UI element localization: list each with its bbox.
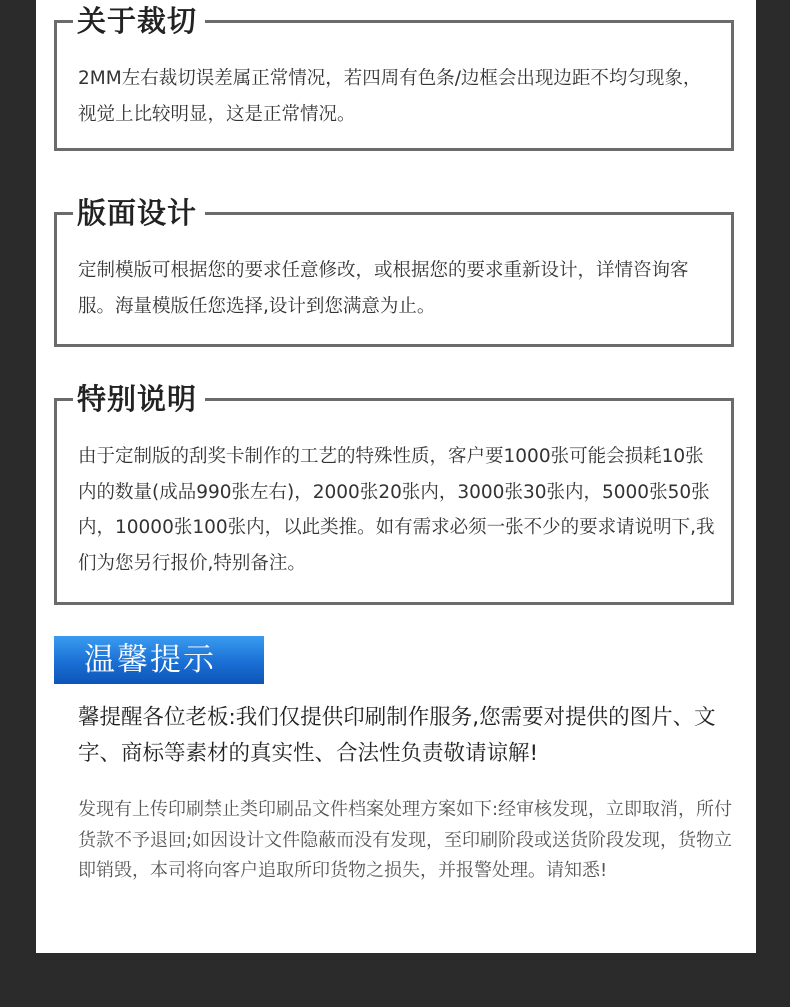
section-body: 2MM左右裁切误差属正常情况，若四周有色条/边框会出现边距不均匀现象，视觉上比较明显，这是正常情况。 xyxy=(78,68,702,125)
section-title: 版面设计 xyxy=(73,193,205,233)
section-cutting xyxy=(54,4,734,151)
notice-title-banner: 温馨提示 xyxy=(54,636,264,684)
section-body: 由于定制版的刮奖卡制作的工艺的特殊性质，客户要1000张可能会损耗10张内的数量(成品990张左右)，2000张20张内，3000张30张内，5000张50张内，10000张100张内，以此类推。如有需求必须一张不少的要求请说明下,我们为您另行报价,特别备注。 xyxy=(78,446,715,574)
page-content xyxy=(36,0,756,953)
section-body: 定制模版可根据您的要求任意修改，或根据您的要求重新设计，详情咨询客服。海量模版任您选择,设计到您满意为止。 xyxy=(78,260,689,317)
section-title: 特别说明 xyxy=(73,379,205,419)
section-special-notes xyxy=(54,382,734,605)
section-title: 关于裁切 xyxy=(73,1,205,41)
section-layout-design xyxy=(54,196,734,347)
notice-main-text: 馨提醒各位老板:我们仅提供印刷制作服务,您需要对提供的图片、文字、商标等素材的真实性、合法性负责敬请谅解! xyxy=(78,705,716,766)
notice-policy-text: 发现有上传印刷禁止类印刷品文件档案处理方案如下:经审核发现，立即取消，所付货款不予退回;如因设计文件隐蔽而没有发现，至印刷阶段或送货阶段发现，货物立即销毁，本司将向客户追取所印货物之损失，并报警处理。请知悉! xyxy=(78,799,733,881)
